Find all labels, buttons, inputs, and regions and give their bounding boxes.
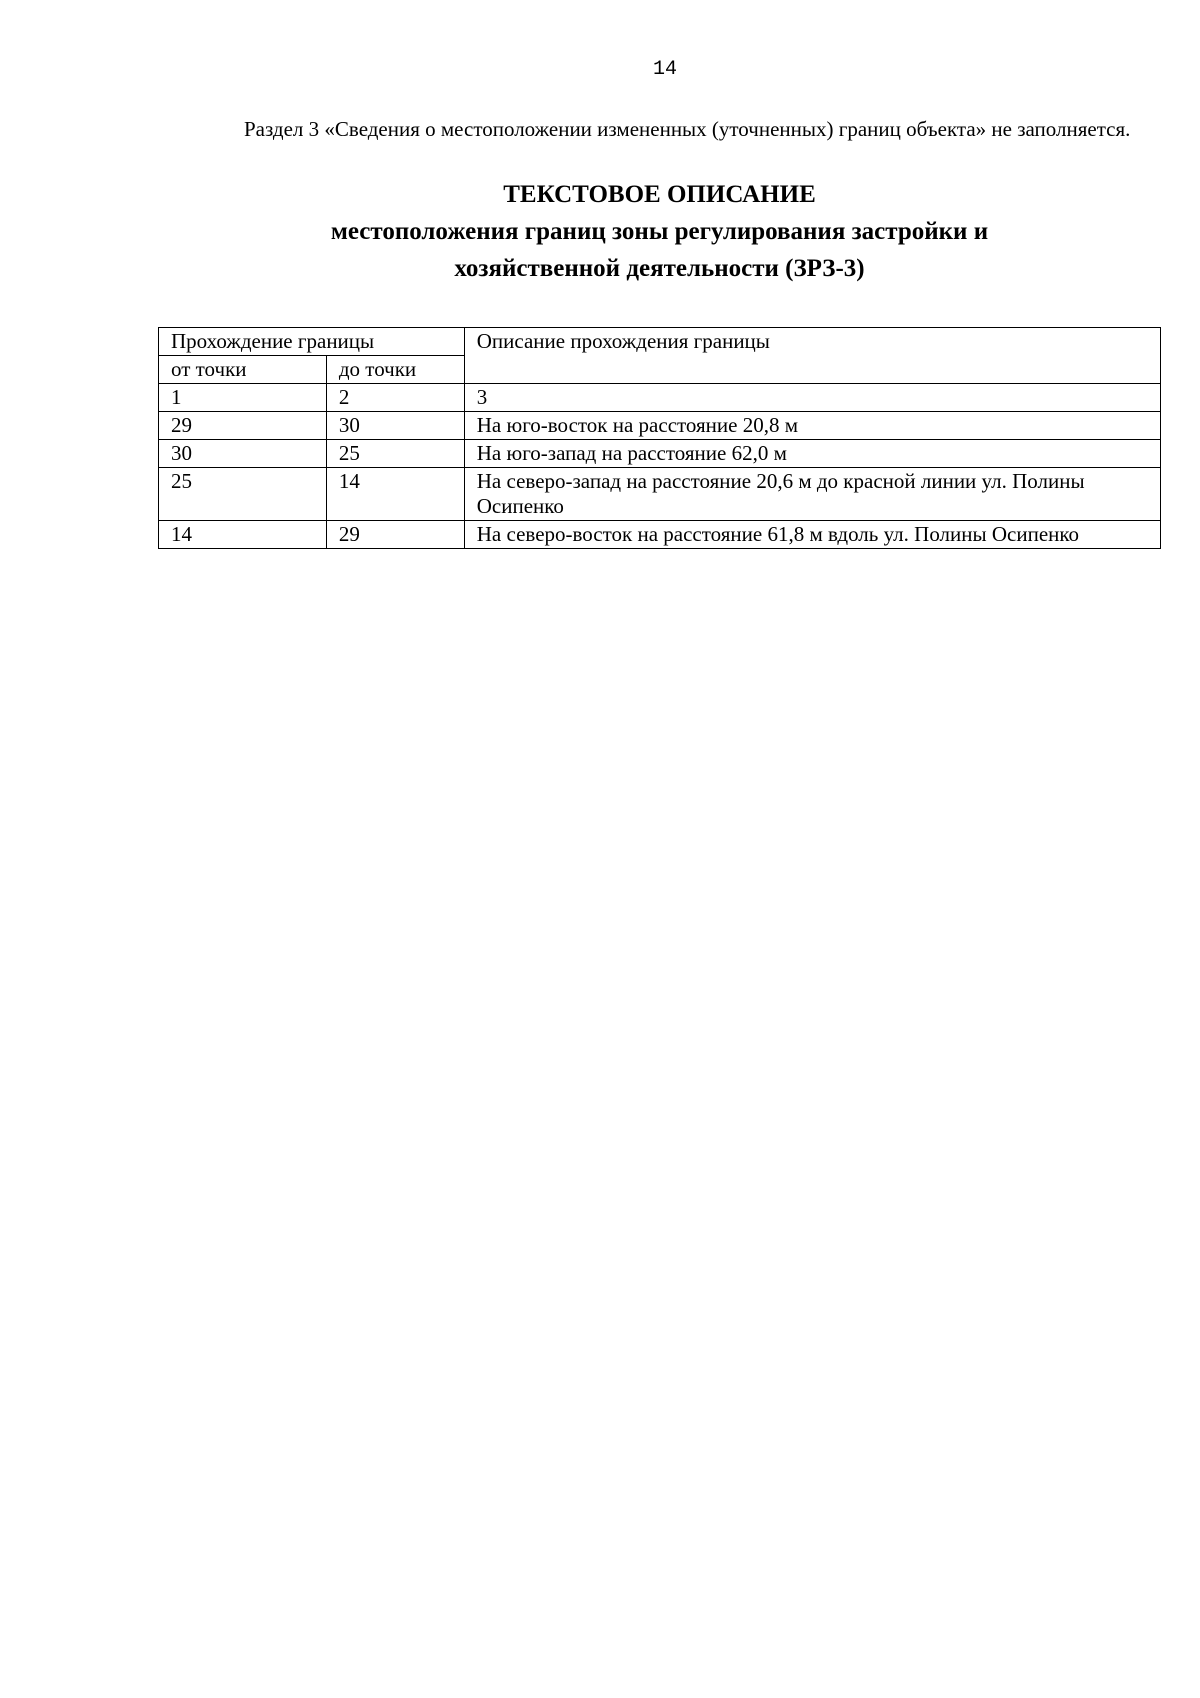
title-line-3: хозяйственной деятельности (ЗРЗ-3) bbox=[454, 255, 865, 282]
table-numbering-row bbox=[159, 384, 1161, 412]
boundary-table bbox=[158, 327, 1161, 549]
numbering-cell: 2 bbox=[326, 384, 464, 412]
row-from: 29 bbox=[159, 412, 327, 440]
numbering-cell: 3 bbox=[464, 384, 1160, 412]
row-to: 25 bbox=[326, 440, 464, 468]
row-from: 14 bbox=[159, 521, 327, 549]
page-number: 14 bbox=[652, 58, 677, 81]
table-row bbox=[159, 521, 1161, 549]
row-from: 25 bbox=[159, 468, 327, 521]
title-line-1: ТЕКСТОВОЕ ОПИСАНИЕ bbox=[503, 181, 816, 208]
intro-paragraph: Раздел 3 «Сведения о местоположении измененных (уточненных) границ объекта» не заполняется. bbox=[244, 117, 1131, 141]
row-description: На северо-запад на расстояние 20,6 м до красной линии ул. Полины Осипенко bbox=[464, 468, 1160, 521]
header-from: от точки bbox=[159, 356, 327, 384]
table-header-row bbox=[159, 328, 1161, 356]
title-line-2: местоположения границ зоны регулирования застройки и bbox=[330, 218, 989, 245]
header-description: Описание прохождения границы bbox=[464, 328, 1160, 384]
table-row bbox=[159, 468, 1161, 521]
row-description: На юго-восток на расстояние 20,8 м bbox=[464, 412, 1160, 440]
row-to: 30 bbox=[326, 412, 464, 440]
row-description: На юго-запад на расстояние 62,0 м bbox=[464, 440, 1160, 468]
header-to: до точки bbox=[326, 356, 464, 384]
table-row bbox=[159, 440, 1161, 468]
header-passage: Прохождение границы bbox=[159, 328, 465, 356]
table-row bbox=[159, 412, 1161, 440]
document-title bbox=[172, 176, 1147, 287]
row-description: На северо-восток на расстояние 61,8 м вдоль ул. Полины Осипенко bbox=[464, 521, 1160, 549]
row-to: 14 bbox=[326, 468, 464, 521]
numbering-cell: 1 bbox=[159, 384, 327, 412]
row-to: 29 bbox=[326, 521, 464, 549]
row-from: 30 bbox=[159, 440, 327, 468]
